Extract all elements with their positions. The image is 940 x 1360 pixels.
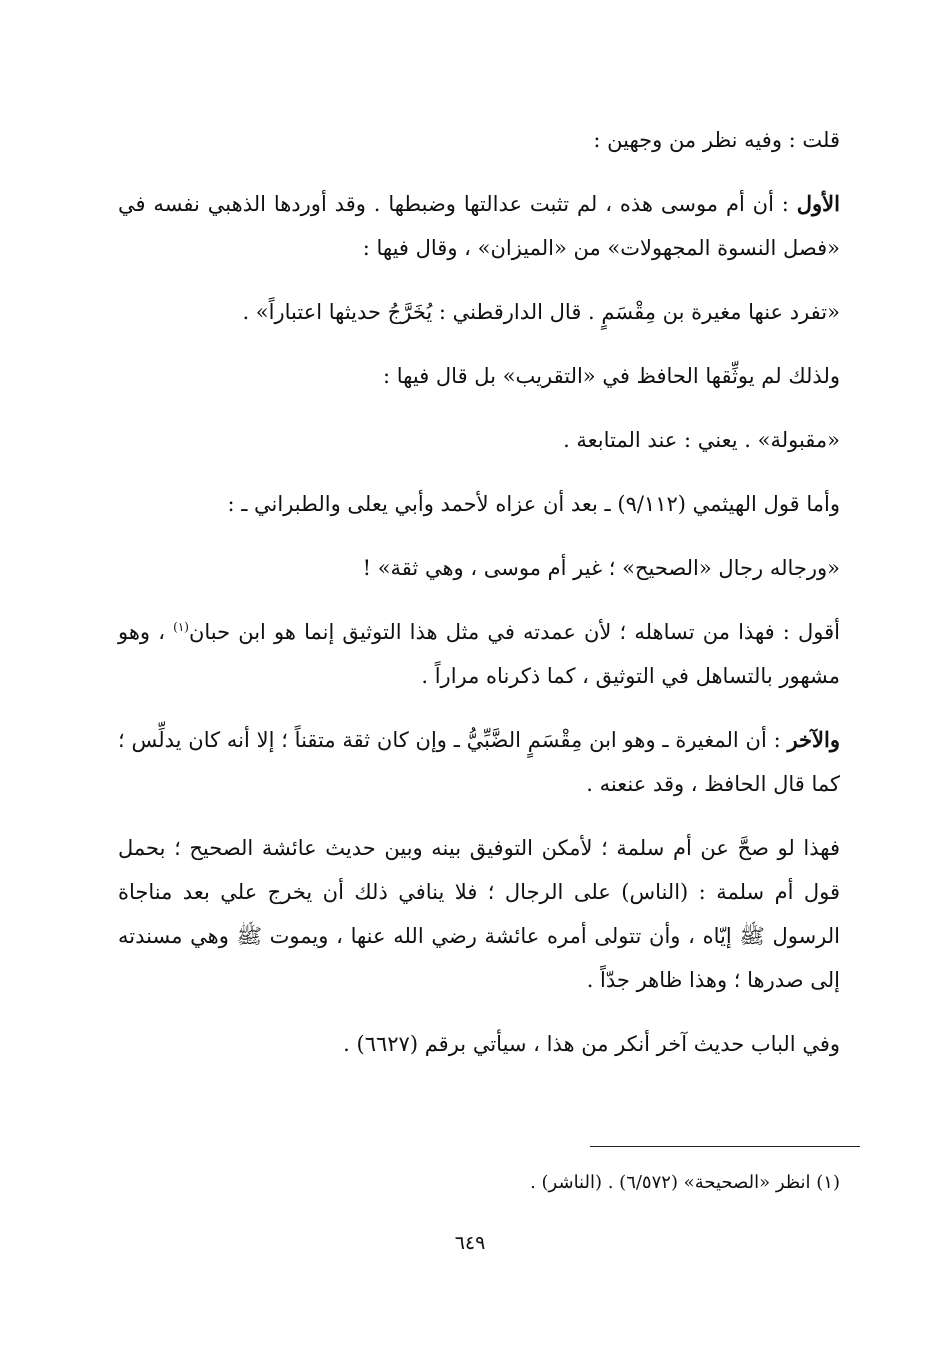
reconciliation-text: فهذا لو صحَّ عن أم سلمة ؛ لأمكن التوفيق بينه وبين حديث عائشة الصحيح ؛ بحمل قول أم سلمة : (الناس) على الرجال ؛ فلا ينافي ذلك أن يخرج علي بعد مناجاة الرسول ﷺ إيّاه ، وأن تتولى أمره عائشة رضي الله عنها ، ويموت ﷺ وهي مسندته إلى صدرها ؛ وهذا ظاهر جدّاً . [118,836,840,992]
maqbula-text: «مقبولة» . يعني : عند المتابعة . [563,428,840,452]
paragraph-reconciliation [118,826,840,1002]
intro-text: قلت : وفيه نظر من وجهين : [593,128,840,152]
see-also-text: وفي الباب حديث آخر أنكر من هذا ، سيأتي برقم (٦٦٢٧) . [343,1032,840,1056]
paragraph-haythami [118,482,840,526]
paragraph-taqrib [118,354,840,398]
first-point-heading: الأول [796,191,840,216]
paragraph-second-point [118,718,840,806]
rijal-text: «ورجاله رجال «الصحيح» ؛ غير أم موسى ، وهي ثقة» ! [362,556,840,580]
paragraph-quote-daraqutni [118,290,840,334]
main-text [118,118,840,1086]
footnote [118,1168,840,1198]
paragraph-aqul [118,610,840,698]
footnote-text: (١) انظر «الصحيحة» (٦/٥٧٢) . (الناشر) . [530,1172,840,1193]
footnote-reference[interactable]: (١) [173,620,189,634]
aqul-text-b: ، وهو مشهور بالتساهل في التوثيق ، كما ذكرناه مراراً . [118,620,840,688]
haythami-text: وأما قول الهيثمي (٩/١١٢) ـ بعد أن عزاه لأحمد وأبي يعلى والطبراني ـ : [227,492,840,516]
quote-daraqutni-text: «تفرد عنها مغيرة بن مِقْسَمٍ . قال الدارقطني : يُخَرَّجُ حديثها اعتباراً» . [242,300,840,324]
paragraph-first-point [118,182,840,270]
paragraph-maqbula [118,418,840,462]
footnote-divider [590,1146,860,1147]
second-point-heading: والآخر [787,727,840,752]
page-number: ٦٤٩ [454,1232,486,1254]
paragraph-rijal [118,546,840,590]
paragraph-intro [118,118,840,162]
taqrib-text: ولذلك لم يوثِّقها الحافظ في «التقريب» بل قال فيها : [383,364,840,388]
second-point-text: : أن المغيرة ـ وهو ابن مِقْسَمٍ الضَّبِّيُّ ـ وإن كان ثقة متقناً ؛ إلا أنه كان يدلِّس ؛ كما قال الحافظ ، وقد عنعنه . [118,728,840,796]
aqul-text-a: أقول : فهذا من تساهله ؛ لأن عمدته في مثل هذا التوثيق إنما هو ابن حبان [188,620,840,644]
first-point-text: : أن أم موسى هذه ، لم تثبت عدالتها وضبطها . وقد أوردها الذهبي نفسه في «فصل النسوة المجهولات» من «الميزان» ، وقال فيها : [118,192,840,260]
paragraph-see-also [118,1022,840,1066]
